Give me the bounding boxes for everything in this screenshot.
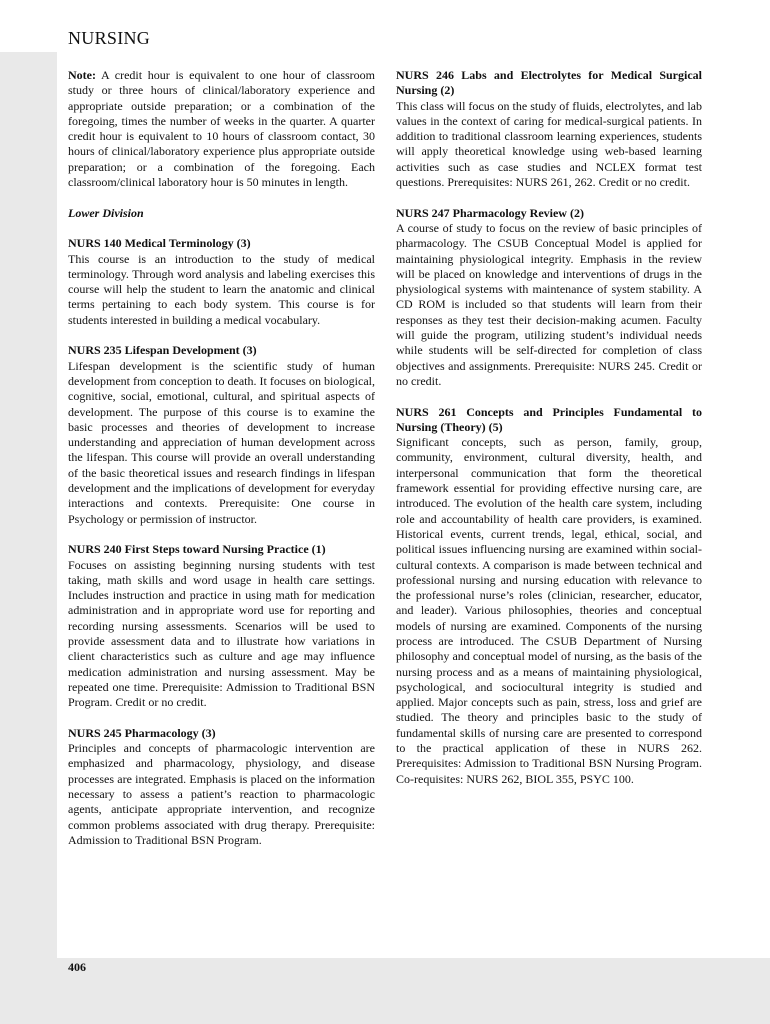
course-description: Significant concepts, such as person, family, group, community, environment, cultural diversity, health, and interpersonal communication that form the theoretical framework essential for providing effective nursing care, are introduced. The evolution of the health care system, including role and accountability of health care providers, is examined. Historical events, current trends, legal, ethical, social, and political issues influencing nursing are examined within social-cultural contexts. A comparison is made between technical and professional nursing and nursing education with relevance to the professional nurse’s roles (clinician, researcher, educator, and leader). Various philosophies, theories and conceptual models of nursing are examined. Components of the nursing process are introduced. The CSUB Department of Nursing philosophy and conceptual model of nursing, as the basis of the nursing process and as a means of maintaining physiological, psychological, and sociocultural integrity is studied and applied. Major concepts such as pain, stress, loss and grief are studied. The theory and principles basic to the study of fundamental skills of nursing care are presented to correspond to the practical application of these in NURS 262. Prerequisites: Admission to Traditional BSN Nursing Program. Co-requisites: NURS 262, BIOL 355, PSYC 100. <box>396 435 702 786</box>
right-column <box>396 68 702 802</box>
division-heading-block <box>68 206 375 221</box>
course-description: This class will focus on the study of fluids, electrolytes, and lab values in the context of caring for medical-surgical patients. In addition to traditional classroom learning experiences, students will apply theoretical knowledge using web-based learning activities such as case studies and NCLEX format test questions. Prerequisites: NURS 261, 262. Credit or no credit. <box>396 98 702 190</box>
course-title: NURS 140 Medical Terminology (3) <box>68 236 251 251</box>
course-description: Principles and concepts of pharmacologic intervention are emphasized and pharmacology, physiology, and disease processes are integrated. Emphasis is placed on the information necessary to assess a patient’s reaction to pharmacologic agents, anticipate appropriate intervention, and recognize common problems associated with drug therapy. Prerequisite: Admission to Traditional BSN Program. <box>68 741 375 847</box>
page-number: 406 <box>68 960 86 974</box>
course-entry <box>396 68 702 190</box>
course-entry <box>68 236 375 328</box>
course-title: NURS 246 Labs and Electrolytes for Medical Surgical Nursing (2) <box>396 68 702 98</box>
course-title: NURS 235 Lifespan Development (3) <box>68 343 257 358</box>
course-entry <box>68 542 375 710</box>
course-title: NURS 247 Pharmacology Review (2) <box>396 205 584 220</box>
left-column <box>68 68 375 863</box>
note-label: Note: <box>68 68 96 82</box>
course-description: Focuses on assisting beginning nursing students with test taking, math skills and word usage in health care settings. Includes instruction and practice in using math for medication administration and in appropriate word use for reporting and recording nursing assessments. Scenarios will be used to provide assessment data and to illustrate how variations in client characteristics such as culture and age may influence medication administration and nursing assessment. May be repeated one time. Prerequisite: Admission to Traditional BSN Program. Credit or no credit. <box>68 557 375 710</box>
course-description: A course of study to focus on the review of basic principles of pharmacology. The CSUB Conceptual Model is applied for maintaining physiological integrity. Emphasis in the review will be placed on knowledge and interventions of drugs in the physiological systems with maintenance of system stability. A CD ROM is included so that students will learn from their responses as they test their decision-making acumen. Faculty will guide the program, utilizing student’s individual needs while students will be self-directed for completion of class objectives and assignments. Prerequisite: NURS 245. Credit or no credit. <box>396 220 702 388</box>
course-description: This course is an introduction to the study of medical terminology. Through word analysis and labeling exercises this course will help the student to learn the anatomic and clinical terms pertaining to each body system. This course is for students interested in building a medical vocabulary. <box>68 251 375 327</box>
course-title: NURS 261 Concepts and Principles Fundamental to Nursing (Theory) (5) <box>396 404 702 434</box>
course-entry <box>396 405 702 787</box>
course-title: NURS 245 Pharmacology (3) <box>68 725 216 740</box>
course-entry <box>396 206 702 390</box>
section-title: NURSING <box>68 28 151 48</box>
course-entry <box>68 726 375 848</box>
credit-hour-note <box>68 68 375 190</box>
course-entry <box>68 343 375 527</box>
course-title: NURS 240 First Steps toward Nursing Practice (1) <box>68 542 326 557</box>
division-heading: Lower Division <box>68 205 144 220</box>
course-description: Lifespan development is the scientific study of human development from conception to death. It focuses on biological, cognitive, social, emotional, cultural, and spiritual aspects of development. The purpose of this course is to examine the basic processes and theories of development to increase understanding and appreciation of human development across the lifespan. This course will provide an overall understanding of the basic theoretical issues and research findings in lifespan development and the implications of development for everyday interactions and contexts. Prerequisite: One course in Psychology or permission of instructor. <box>68 358 375 526</box>
note-text: A credit hour is equivalent to one hour of classroom study or three hours of clinical/laboratory experience and appropriate outside preparation; or a combination of the foregoing, times the number of weeks in the quarter. A quarter credit hour is equivalent to 10 hours of classroom contact, 30 hours of clinical/laboratory experience plus appropriate outside preparation; or a combination of the foregoing. Each classroom/clinical laboratory hour is 50 minutes in length. <box>68 68 375 190</box>
